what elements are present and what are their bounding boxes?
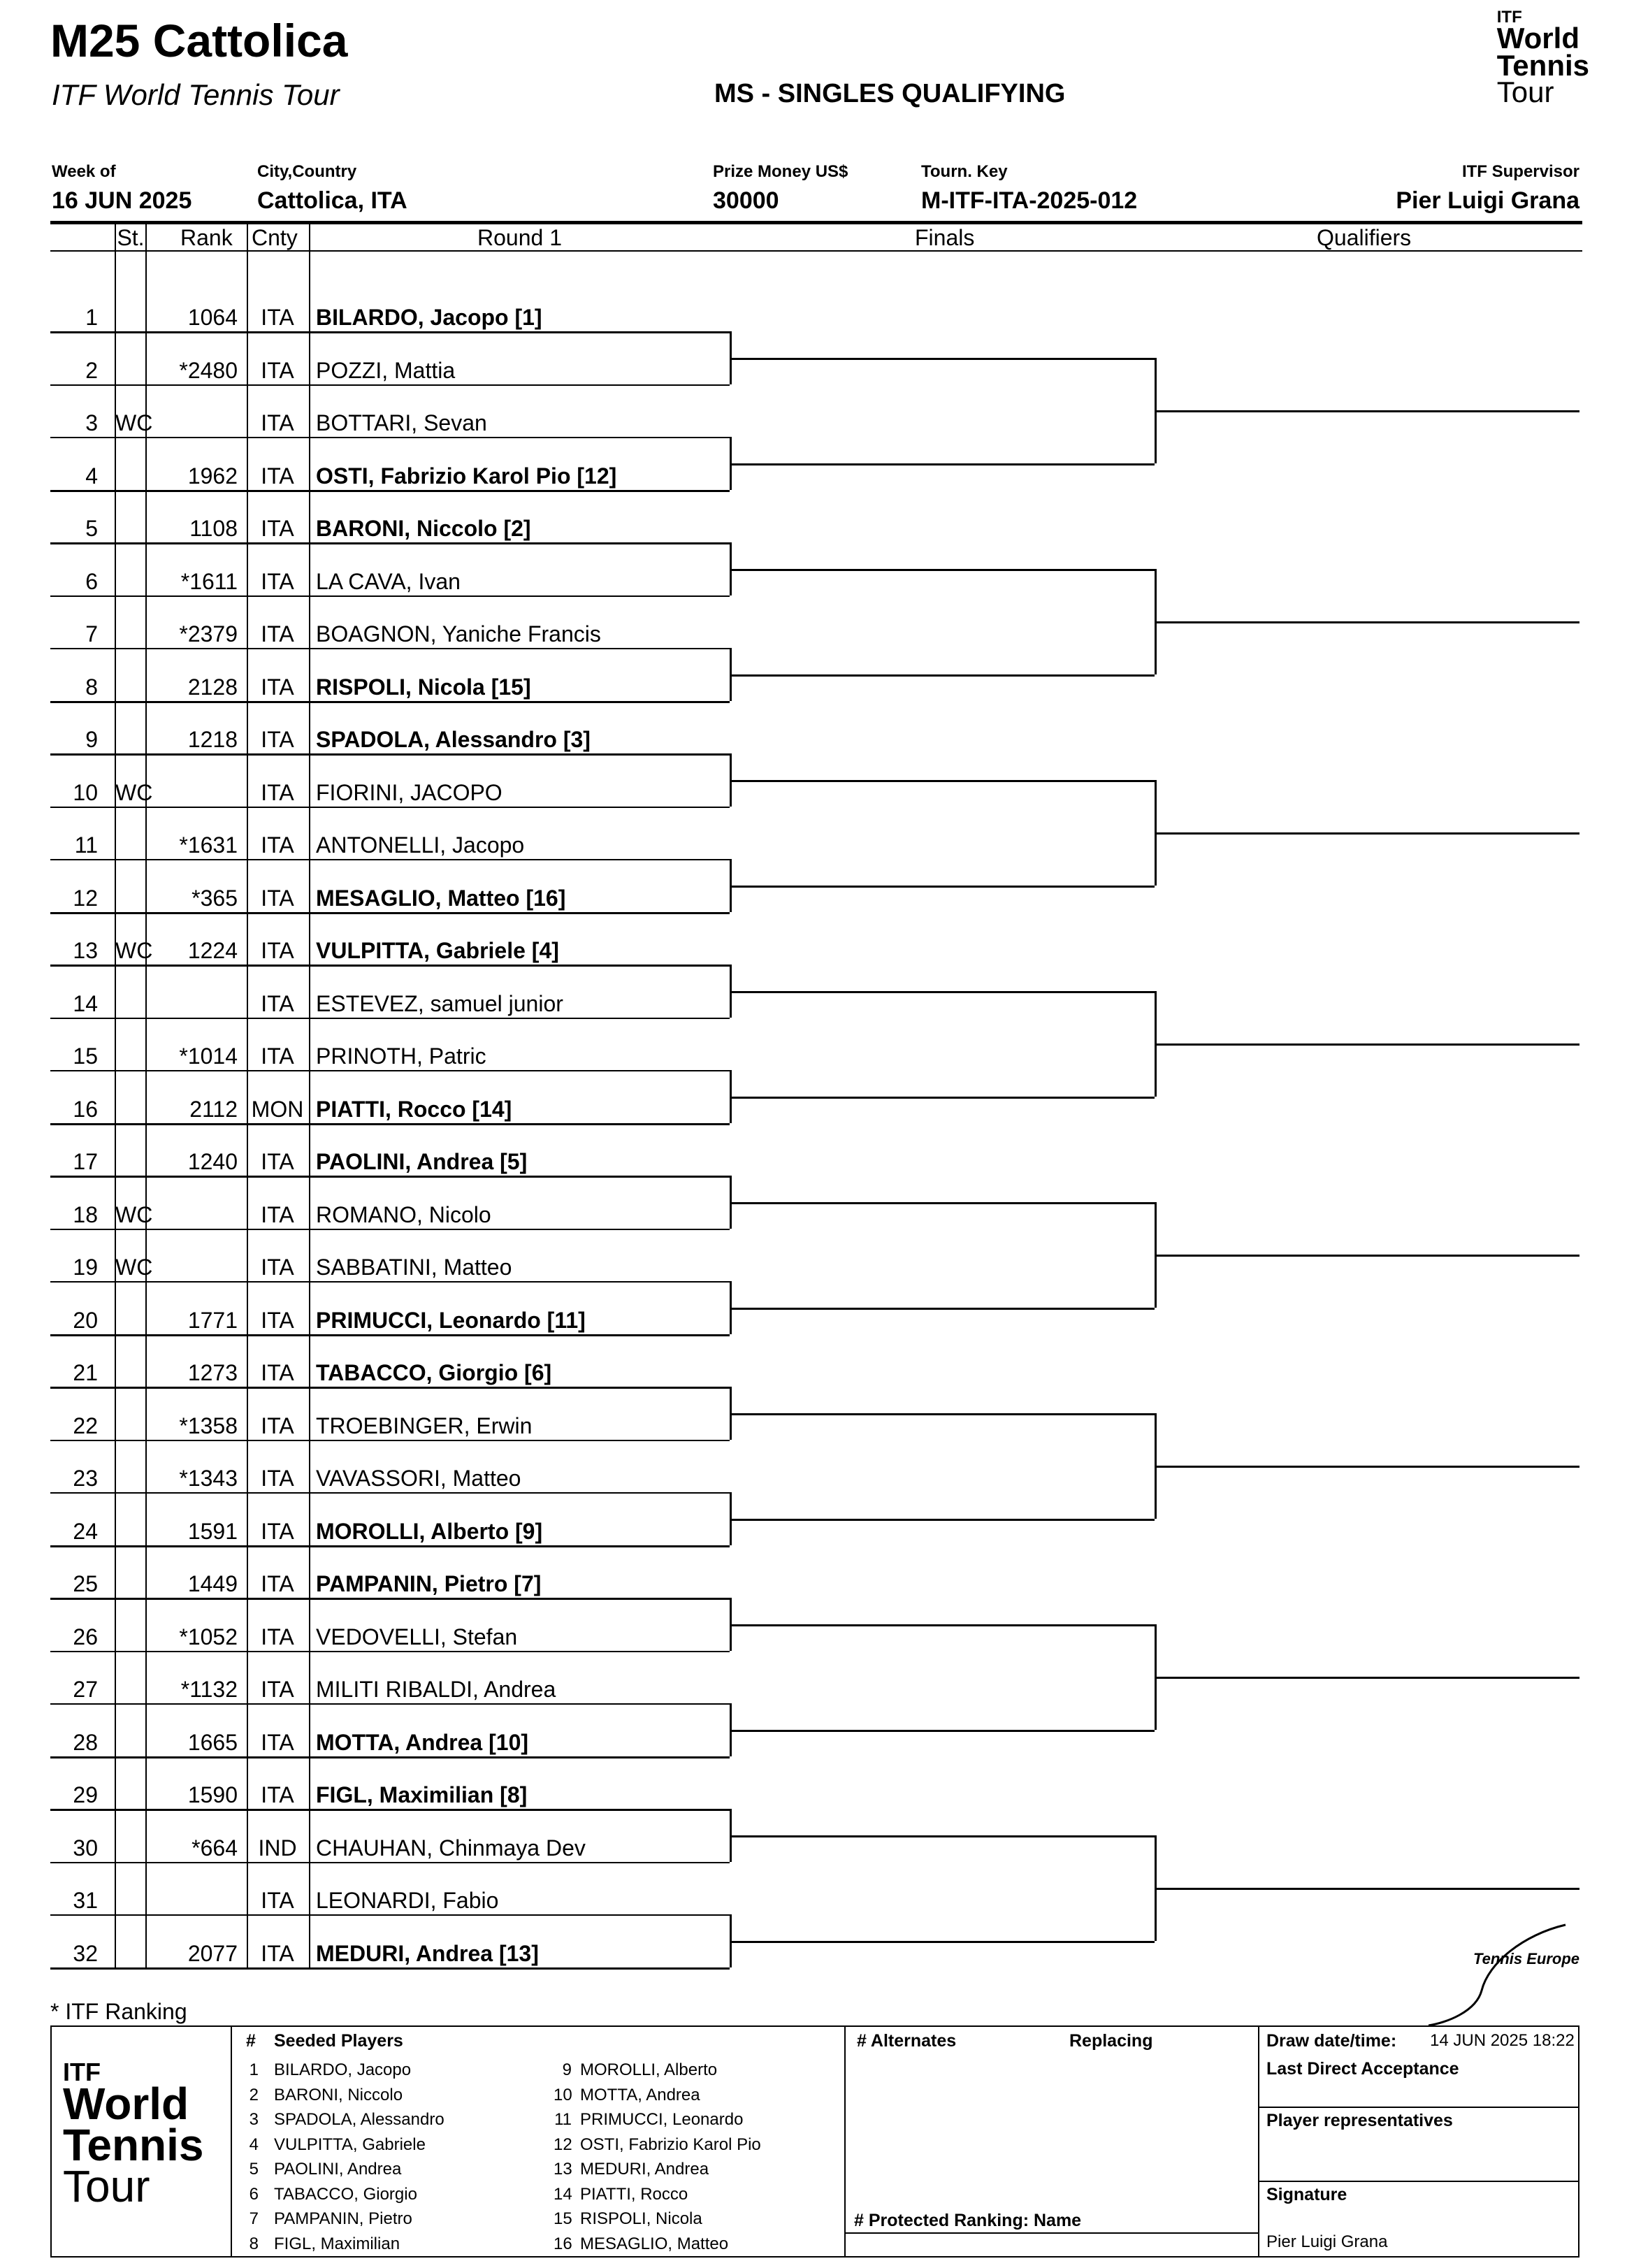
prize-value: 30000 xyxy=(713,187,779,214)
player-country: ITA xyxy=(261,1940,294,1966)
table-row-line xyxy=(50,1809,730,1811)
draw-position: 17 xyxy=(73,1149,98,1174)
player-name: OSTI, Fabrizio Karol Pio [12] xyxy=(316,463,617,489)
draw-position: 3 xyxy=(85,410,98,435)
itf-world-tennis-tour-logo-footer: ITF World Tennis Tour xyxy=(63,2058,204,2211)
round1-winner-line xyxy=(730,1519,1155,1521)
player-country: ITA xyxy=(261,1360,294,1385)
table-col-divider xyxy=(115,224,116,1967)
col-rank: Rank xyxy=(180,225,233,250)
player-country: ITA xyxy=(261,1677,294,1702)
draw-position: 8 xyxy=(85,674,98,700)
player-name: MEDURI, Andrea [13] xyxy=(316,1940,539,1966)
player-country: ITA xyxy=(261,1413,294,1438)
seed-player-name: MEDURI, Andrea xyxy=(580,2160,709,2179)
player-name: PRINOTH, Patric xyxy=(316,1043,486,1069)
table-row-line xyxy=(50,1967,730,1970)
player-rank: 1064 xyxy=(187,305,238,330)
player-country: MON xyxy=(251,1096,304,1122)
table-row-line xyxy=(50,437,730,438)
draw-position: 21 xyxy=(73,1360,98,1385)
player-name: BOTTARI, Sevan xyxy=(316,410,487,435)
seed-player-name: RISPOLI, Nicola xyxy=(580,2209,702,2228)
player-name: PAMPANIN, Pietro [7] xyxy=(316,1571,542,1596)
draw-position: 13 xyxy=(73,938,98,963)
tennis-europe-logo: Tennis Europe xyxy=(1473,1950,1579,1967)
round1-winner-line xyxy=(730,886,1155,888)
player-country: ITA xyxy=(261,674,294,700)
player-name: VAVASSORI, Matteo xyxy=(316,1466,521,1491)
prize-label: Prize Money US$ xyxy=(713,162,848,181)
player-rank: *2480 xyxy=(179,357,238,383)
tournament-key-value: M-ITF-ITA-2025-012 xyxy=(921,187,1138,214)
player-country: ITA xyxy=(261,938,294,963)
player-country: ITA xyxy=(261,1571,294,1596)
draw-position: 27 xyxy=(73,1677,98,1702)
player-name: BARONI, Niccolo [2] xyxy=(316,516,531,541)
draw-position: 14 xyxy=(73,990,98,1016)
player-rank: *2379 xyxy=(179,621,238,647)
player-rank: 1273 xyxy=(187,1360,238,1385)
table-row-line xyxy=(50,648,730,649)
player-name: FIGL, Maximilian [8] xyxy=(316,1782,528,1807)
player-country: ITA xyxy=(261,1043,294,1069)
table-row-line xyxy=(50,1334,730,1336)
seed-player-name: OSTI, Fabrizio Karol Pio xyxy=(580,2135,761,2154)
draw-position: 31 xyxy=(73,1888,98,1913)
table-row-line xyxy=(50,807,730,808)
seed-number: 10 xyxy=(554,2085,572,2104)
seed-number: 13 xyxy=(554,2160,572,2179)
seed-player-name: PIATTI, Rocco xyxy=(580,2184,688,2204)
seed-number: 4 xyxy=(249,2135,259,2154)
player-country: ITA xyxy=(261,1307,294,1333)
qualifier-line xyxy=(1155,832,1579,835)
table-row-line xyxy=(50,1598,730,1600)
draw-position: 18 xyxy=(73,1201,98,1227)
col-country: Cnty xyxy=(252,225,298,250)
player-rank: *664 xyxy=(191,1835,238,1861)
table-row-line xyxy=(50,1123,730,1125)
qualifier-line xyxy=(1155,410,1579,412)
city-label: City,Country xyxy=(257,162,357,181)
last-direct-acceptance-label: Last Direct Acceptance xyxy=(1266,2059,1459,2079)
player-name: FIORINI, JACOPO xyxy=(316,779,503,805)
player-name: BILARDO, Jacopo [1] xyxy=(316,305,542,330)
seed-number: 6 xyxy=(249,2184,259,2204)
round1-winner-line xyxy=(730,674,1155,677)
player-name: ROMANO, Nicolo xyxy=(316,1201,491,1227)
seed-player-name: VULPITTA, Gabriele xyxy=(274,2135,426,2154)
alternates-title: # Alternates xyxy=(857,2031,957,2051)
draw-position: 25 xyxy=(73,1571,98,1596)
table-row-line xyxy=(50,1176,730,1178)
player-representatives-label: Player representatives xyxy=(1266,2111,1453,2130)
event-name: MS - SINGLES QUALIFYING xyxy=(714,79,1066,108)
table-row-line xyxy=(50,965,730,967)
qualifier-line xyxy=(1155,621,1579,623)
player-name: BOAGNON, Yaniche Francis xyxy=(316,621,601,647)
player-country: ITA xyxy=(261,1782,294,1807)
player-country: ITA xyxy=(261,357,294,383)
draw-position: 29 xyxy=(73,1782,98,1807)
player-country: ITA xyxy=(261,516,294,541)
player-name: PRIMUCCI, Leonardo [11] xyxy=(316,1307,586,1333)
table-row-line xyxy=(50,1756,730,1758)
seed-player-name: SPADOLA, Alessandro xyxy=(274,2110,444,2129)
protected-ranking-title: # Protected Ranking: Name xyxy=(854,2211,1082,2230)
week-value: 16 JUN 2025 xyxy=(52,187,192,214)
table-row-line xyxy=(50,753,730,756)
seed-number: 3 xyxy=(249,2110,259,2129)
table-row-line xyxy=(50,1862,730,1863)
player-country: ITA xyxy=(261,990,294,1016)
seed-player-name: TABACCO, Giorgio xyxy=(274,2184,417,2204)
player-country: ITA xyxy=(261,779,294,805)
seed-player-name: FIGL, Maximilian xyxy=(274,2234,400,2253)
round1-winner-line xyxy=(730,569,1155,571)
player-name: ESTEVEZ, samuel junior xyxy=(316,990,563,1016)
draw-position: 7 xyxy=(85,621,98,647)
table-row-line xyxy=(50,542,730,544)
qualifier-line xyxy=(1155,1888,1579,1890)
player-rank: 1771 xyxy=(187,1307,238,1333)
col-status: St. xyxy=(117,225,145,250)
table-col-divider xyxy=(309,224,310,1967)
seed-number: 8 xyxy=(249,2234,259,2253)
round1-winner-line xyxy=(730,358,1155,360)
player-rank: *1611 xyxy=(180,568,238,594)
table-row-line xyxy=(50,331,730,333)
seed-player-name: MOROLLI, Alberto xyxy=(580,2060,718,2079)
draw-position: 22 xyxy=(73,1413,98,1438)
table-row-line xyxy=(50,1545,730,1547)
table-row-line xyxy=(50,1070,730,1071)
draw-position: 26 xyxy=(73,1624,98,1649)
tennis-europe-swoosh xyxy=(1426,1921,1572,2027)
round1-winner-line xyxy=(730,1097,1155,1099)
table-row-line xyxy=(50,1018,730,1019)
table-row-line xyxy=(50,1281,730,1283)
draw-position: 6 xyxy=(85,568,98,594)
col-finals: Finals xyxy=(915,225,975,250)
seed-number: 12 xyxy=(554,2135,572,2154)
table-row-line xyxy=(50,1229,730,1230)
player-name: TROEBINGER, Erwin xyxy=(316,1413,533,1438)
seed-number: 2 xyxy=(249,2085,259,2104)
draw-position: 11 xyxy=(74,832,98,858)
player-country: ITA xyxy=(261,727,294,752)
player-rank: 1108 xyxy=(189,516,238,541)
round1-winner-line xyxy=(730,1413,1155,1415)
player-name: TABACCO, Giorgio [6] xyxy=(316,1360,552,1385)
draw-position: 24 xyxy=(73,1518,98,1544)
player-name: SABBATINI, Matteo xyxy=(316,1255,512,1280)
supervisor-value: Pier Luigi Grana xyxy=(1396,187,1579,214)
table-row-line xyxy=(50,701,730,703)
player-country: ITA xyxy=(261,885,294,911)
seed-number: 1 xyxy=(249,2060,259,2079)
player-rank: 1665 xyxy=(187,1729,238,1755)
player-name: PIATTI, Rocco [14] xyxy=(316,1096,512,1122)
player-rank: 1224 xyxy=(187,938,238,963)
table-row-line xyxy=(50,1651,730,1652)
tournament-title: M25 Cattolica xyxy=(50,15,348,66)
player-name: MOTTA, Andrea [10] xyxy=(316,1729,529,1755)
tour-subtitle: ITF World Tennis Tour xyxy=(52,78,340,111)
seed-player-name: BILARDO, Jacopo xyxy=(274,2060,412,2079)
seed-number: 16 xyxy=(554,2234,572,2253)
signature-label: Signature xyxy=(1266,2185,1347,2204)
player-country: ITA xyxy=(261,305,294,330)
player-name: MESAGLIO, Matteo [16] xyxy=(316,885,566,911)
draw-position: 23 xyxy=(73,1466,98,1491)
draw-position: 10 xyxy=(73,779,98,805)
player-country: ITA xyxy=(261,1624,294,1649)
player-rank: 1962 xyxy=(187,463,238,489)
qualifier-line xyxy=(1155,1043,1579,1046)
qualifier-line xyxy=(1155,1466,1579,1468)
player-name: PAOLINI, Andrea [5] xyxy=(316,1149,528,1174)
round1-winner-line xyxy=(730,1730,1155,1732)
table-row-line xyxy=(50,859,730,860)
draw-position: 15 xyxy=(73,1043,98,1069)
player-name: MILITI RIBALDI, Andrea xyxy=(316,1677,556,1702)
seed-player-name: PRIMUCCI, Leonardo xyxy=(580,2110,744,2129)
player-country: ITA xyxy=(261,621,294,647)
entry-status: WC xyxy=(115,410,153,435)
draw-position: 20 xyxy=(73,1307,98,1333)
player-name: VEDOVELLI, Stefan xyxy=(316,1624,518,1649)
player-name: ANTONELLI, Jacopo xyxy=(316,832,525,858)
draw-position: 1 xyxy=(85,305,98,330)
itf-world-tennis-tour-logo: ITF World Tennis Tour xyxy=(1496,8,1589,109)
player-country: ITA xyxy=(261,463,294,489)
draw-position: 2 xyxy=(85,357,98,383)
player-name: SPADOLA, Alessandro [3] xyxy=(316,727,591,752)
signature-value: Pier Luigi Grana xyxy=(1266,2232,1388,2251)
entry-status: WC xyxy=(115,938,153,963)
round1-winner-line xyxy=(730,1202,1155,1204)
draw-position: 16 xyxy=(73,1096,98,1122)
qualifier-line xyxy=(1155,1255,1579,1257)
itf-ranking-note: * ITF Ranking xyxy=(50,1999,187,2024)
player-rank: 1591 xyxy=(187,1518,238,1544)
seed-player-name: MESAGLIO, Matteo xyxy=(580,2234,729,2253)
player-rank: 1218 xyxy=(187,727,238,752)
player-country: ITA xyxy=(261,1518,294,1544)
round1-winner-line xyxy=(730,780,1155,782)
table-row-line xyxy=(50,1914,730,1916)
player-rank: *1631 xyxy=(179,832,238,858)
tournament-key-label: Tourn. Key xyxy=(921,162,1008,181)
player-country: ITA xyxy=(261,1888,294,1913)
player-name: LA CAVA, Ivan xyxy=(316,568,461,594)
player-rank: *1358 xyxy=(179,1413,238,1438)
player-country: ITA xyxy=(261,832,294,858)
seed-player-name: BARONI, Niccolo xyxy=(274,2085,403,2104)
player-rank: 1240 xyxy=(187,1149,238,1174)
draw-position: 5 xyxy=(85,516,98,541)
column-header-rule xyxy=(50,250,1582,252)
player-rank: 2128 xyxy=(187,674,238,700)
seed-number: 15 xyxy=(554,2209,572,2228)
player-rank: *365 xyxy=(191,885,238,911)
draw-position: 32 xyxy=(73,1940,98,1966)
round1-winner-line xyxy=(730,1624,1155,1626)
player-name: VULPITTA, Gabriele [4] xyxy=(316,938,559,963)
table-row-line xyxy=(50,1492,730,1494)
seeded-hash: # xyxy=(246,2031,256,2051)
player-rank: *1132 xyxy=(180,1677,238,1702)
seed-number: 7 xyxy=(249,2209,259,2228)
player-country: ITA xyxy=(261,410,294,435)
player-name: MOROLLI, Alberto [9] xyxy=(316,1518,543,1544)
player-rank: 1590 xyxy=(187,1782,238,1807)
col-round1: Round 1 xyxy=(477,225,562,250)
draw-date-value: 14 JUN 2025 18:22 xyxy=(1430,2031,1575,2050)
draw-position: 9 xyxy=(85,727,98,752)
draw-position: 30 xyxy=(73,1835,98,1861)
qualifier-line xyxy=(1155,1677,1579,1679)
table-row-line xyxy=(50,490,730,492)
draw-position: 12 xyxy=(73,885,98,911)
draw-position: 19 xyxy=(73,1255,98,1280)
week-label: Week of xyxy=(52,162,116,181)
round1-winner-line xyxy=(730,1941,1155,1943)
seed-number: 14 xyxy=(554,2184,572,2204)
seed-number: 9 xyxy=(562,2060,572,2079)
replacing-title: Replacing xyxy=(1069,2031,1153,2051)
player-name: RISPOLI, Nicola [15] xyxy=(316,674,531,700)
table-row-line xyxy=(50,1387,730,1389)
player-name: LEONARDI, Fabio xyxy=(316,1888,499,1913)
seed-player-name: PAMPANIN, Pietro xyxy=(274,2209,412,2228)
player-name: CHAUHAN, Chinmaya Dev xyxy=(316,1835,586,1861)
seeded-players-title: Seeded Players xyxy=(274,2031,403,2051)
table-row-line xyxy=(50,595,730,597)
col-qualifiers: Qualifiers xyxy=(1317,225,1412,250)
table-row-line xyxy=(50,384,730,386)
player-name: POZZI, Mattia xyxy=(316,357,456,383)
player-country: ITA xyxy=(261,1255,294,1280)
round1-winner-line xyxy=(730,1835,1155,1837)
player-rank: *1343 xyxy=(179,1466,238,1491)
table-row-line xyxy=(50,1440,730,1441)
player-country: ITA xyxy=(261,568,294,594)
round1-winner-line xyxy=(730,1308,1155,1310)
player-country: IND xyxy=(258,1835,297,1861)
player-country: ITA xyxy=(261,1466,294,1491)
round1-winner-line xyxy=(730,991,1155,993)
player-country: ITA xyxy=(261,1201,294,1227)
player-rank: 2112 xyxy=(189,1096,238,1122)
seed-number: 11 xyxy=(554,2110,572,2129)
player-country: ITA xyxy=(261,1149,294,1174)
player-country: ITA xyxy=(261,1729,294,1755)
player-rank: *1052 xyxy=(179,1624,238,1649)
seed-player-name: PAOLINI, Andrea xyxy=(274,2160,402,2179)
table-row-line xyxy=(50,1703,730,1705)
seed-player-name: MOTTA, Andrea xyxy=(580,2085,700,2104)
seed-number: 5 xyxy=(249,2160,259,2179)
entry-status: WC xyxy=(115,779,153,805)
table-row-line xyxy=(50,912,730,914)
round1-winner-line xyxy=(730,463,1155,465)
header-divider xyxy=(50,221,1582,224)
draw-position: 28 xyxy=(73,1729,98,1755)
player-rank: 2077 xyxy=(187,1940,238,1966)
entry-status: WC xyxy=(115,1255,153,1280)
draw-position: 4 xyxy=(85,463,98,489)
supervisor-label: ITF Supervisor xyxy=(1461,162,1579,181)
player-rank: 1449 xyxy=(187,1571,238,1596)
draw-date-label: Draw date/time: xyxy=(1266,2031,1397,2051)
entry-status: WC xyxy=(115,1201,153,1227)
player-rank: *1014 xyxy=(179,1043,238,1069)
city-value: Cattolica, ITA xyxy=(257,187,407,214)
